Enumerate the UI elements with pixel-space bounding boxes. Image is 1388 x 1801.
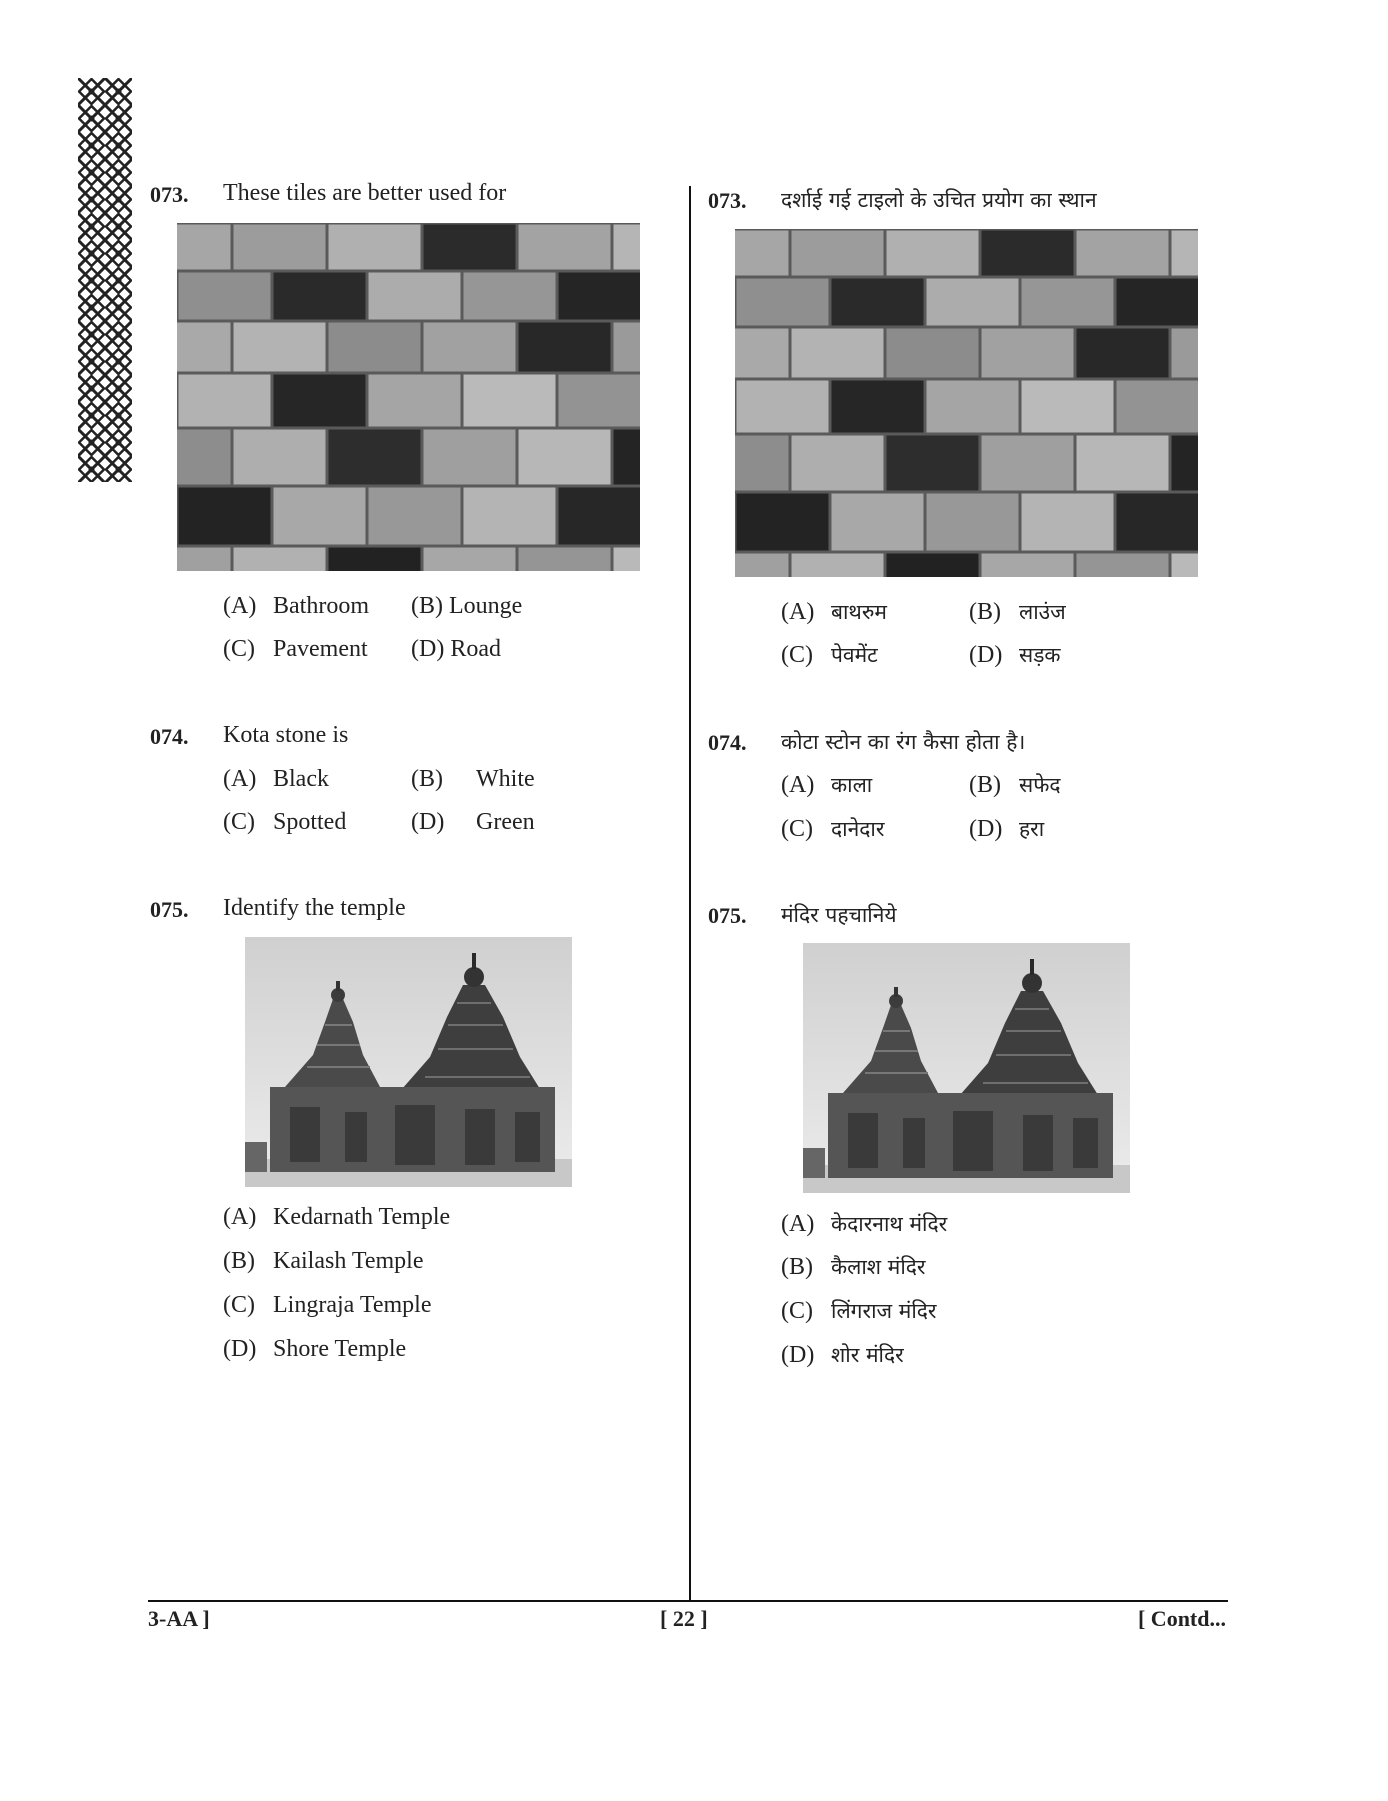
option-text: शोर मंदिर: [831, 1343, 904, 1367]
question-text: Kota stone is: [223, 722, 349, 748]
option-text: White: [476, 766, 535, 792]
option-text: Kailash Temple: [273, 1248, 424, 1274]
option-text: लिंगराज मंदिर: [831, 1299, 937, 1323]
option-b[interactable]: [969, 771, 1061, 799]
option-label: (B): [411, 593, 443, 619]
option-d[interactable]: [969, 641, 1061, 669]
footer-rule: [148, 1600, 1228, 1602]
option-text: सड़क: [1019, 643, 1061, 667]
option-text: Kedarnath Temple: [273, 1204, 451, 1230]
option-text: Lounge: [449, 593, 523, 619]
option-label: (D): [411, 809, 445, 835]
option-label: (B): [781, 1254, 813, 1280]
option-label: (C): [223, 809, 255, 835]
option-a[interactable]: [781, 598, 887, 626]
option-label: (D): [223, 1336, 257, 1362]
question-number: 074.: [708, 730, 747, 755]
option-label: (A): [781, 1211, 815, 1237]
option-a[interactable]: [781, 1210, 947, 1238]
option-a[interactable]: [223, 593, 369, 620]
option-d[interactable]: [411, 809, 535, 836]
question-text: These tiles are better used for: [223, 180, 507, 206]
question-number: 074.: [150, 724, 189, 749]
option-label: (B): [969, 599, 1001, 625]
option-d[interactable]: [411, 636, 501, 663]
paver-tiles-photo: [735, 229, 1198, 577]
option-text: लाउंज: [1019, 600, 1066, 624]
continued-label: [ Contd...: [1137, 1606, 1226, 1631]
question-text: दर्शाई गई टाइलो के उचित प्रयोग का स्थान: [781, 188, 1097, 212]
question-number: 073.: [708, 188, 747, 213]
option-label: (D): [969, 816, 1003, 842]
option-label: (B): [969, 772, 1001, 798]
option-c[interactable]: [223, 636, 368, 663]
question-number: 075.: [708, 903, 747, 928]
option-c[interactable]: [781, 1297, 937, 1325]
shore-temple-photo: [803, 943, 1130, 1193]
option-label: (A): [781, 599, 815, 625]
option-text: Lingraja Temple: [273, 1292, 432, 1318]
option-text: दानेदार: [831, 817, 885, 841]
option-a[interactable]: [223, 1204, 450, 1231]
option-text: Road: [450, 636, 501, 662]
option-c[interactable]: [781, 641, 878, 669]
option-b[interactable]: [969, 598, 1066, 626]
option-label: (D): [969, 642, 1003, 668]
option-text: Bathroom: [273, 593, 369, 619]
option-text: केदारनाथ मंदिर: [831, 1212, 948, 1236]
option-d[interactable]: [969, 815, 1044, 843]
question-text: कोटा स्टोन का रंग कैसा होता है।: [781, 730, 1026, 754]
option-text: Shore Temple: [273, 1336, 407, 1362]
option-d[interactable]: [781, 1341, 904, 1369]
option-c[interactable]: [223, 809, 346, 836]
option-text: पेवमेंट: [831, 643, 878, 667]
paper-code: 3-AA ]: [148, 1606, 210, 1631]
option-label: (B): [223, 1248, 255, 1274]
decorative-pattern-border: [78, 78, 132, 482]
option-c[interactable]: [223, 1292, 431, 1319]
shore-temple-photo: [245, 937, 572, 1187]
column-divider: [689, 186, 691, 1602]
question-text: Identify the temple: [223, 895, 406, 921]
option-label: (A): [223, 1204, 257, 1230]
option-text: Black: [273, 766, 329, 792]
page-number: [ 22 ]: [660, 1606, 708, 1631]
option-b[interactable]: [411, 593, 522, 620]
option-text: कैलाश मंदिर: [831, 1255, 926, 1279]
option-b[interactable]: [411, 766, 535, 793]
option-b[interactable]: [781, 1253, 926, 1281]
option-label: (D): [781, 1342, 815, 1368]
option-label: (A): [223, 593, 257, 619]
option-label: (D): [411, 636, 445, 662]
question-number: 073.: [150, 182, 189, 207]
option-text: सफेद: [1019, 773, 1061, 797]
option-text: हरा: [1019, 817, 1045, 841]
option-b[interactable]: [223, 1248, 424, 1275]
paver-tiles-photo: [177, 223, 640, 571]
option-label: (C): [781, 642, 813, 668]
option-label: (C): [781, 816, 813, 842]
option-text: Pavement: [273, 636, 368, 662]
option-text: Green: [476, 809, 535, 835]
option-a[interactable]: [781, 771, 872, 799]
option-label: (C): [223, 636, 255, 662]
option-text: बाथरुम: [831, 600, 887, 624]
option-label: (C): [223, 1292, 255, 1318]
option-label: (A): [781, 772, 815, 798]
option-text: काला: [831, 773, 873, 797]
question-number: 075.: [150, 897, 189, 922]
option-d[interactable]: [223, 1336, 406, 1363]
option-a[interactable]: [223, 766, 329, 793]
option-c[interactable]: [781, 815, 884, 843]
option-label: (A): [223, 766, 257, 792]
option-text: Spotted: [273, 809, 347, 835]
option-label: (B): [411, 766, 443, 792]
option-label: (C): [781, 1298, 813, 1324]
question-text: मंदिर पहचानिये: [781, 903, 897, 927]
